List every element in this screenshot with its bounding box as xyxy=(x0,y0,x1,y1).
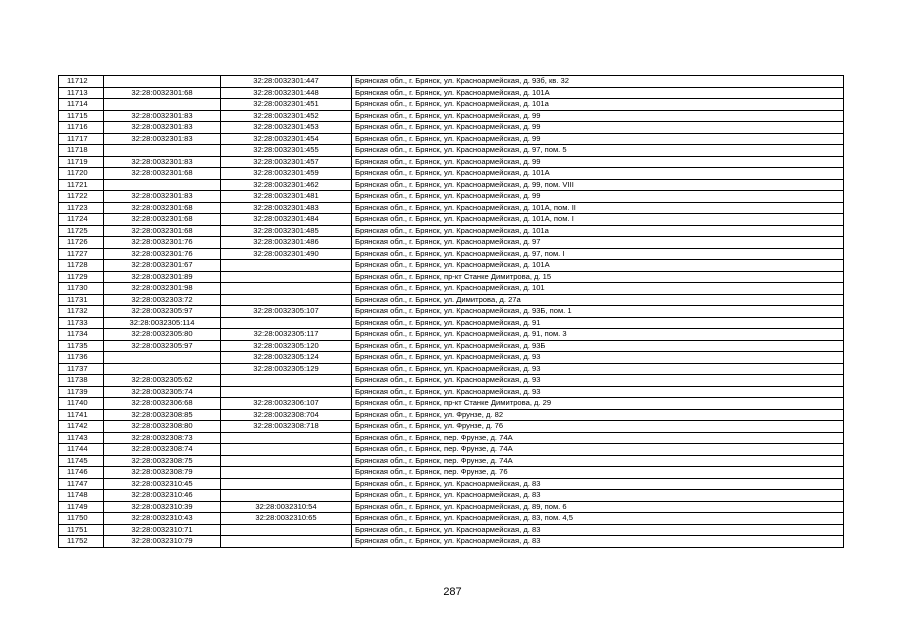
land-cadastral-number-cell: 32:28:0032310:39 xyxy=(104,501,221,513)
address-cell: Брянская обл., г. Брянск, ул. Красноармейская, д. 93Б xyxy=(352,340,844,352)
table-row xyxy=(59,375,844,387)
object-cadastral-number-cell: 32:28:0032310:65 xyxy=(221,513,352,525)
table-row xyxy=(59,248,844,260)
address-cell: Брянская обл., г. Брянск, ул. Красноармейская, д. 99 xyxy=(352,191,844,203)
address-cell: Брянская обл., г. Брянск, ул. Красноармейская, д. 97 xyxy=(352,237,844,249)
object-cadastral-number-cell: 32:28:0032301:490 xyxy=(221,248,352,260)
table-row xyxy=(59,156,844,168)
table-row xyxy=(59,490,844,502)
object-cadastral-number-cell: 32:28:0032301:462 xyxy=(221,179,352,191)
table-row xyxy=(59,478,844,490)
row-number-cell: 11715 xyxy=(59,110,104,122)
address-cell: Брянская обл., г. Брянск, ул. Фрунзе, д. 82 xyxy=(352,409,844,421)
table-row xyxy=(59,168,844,180)
object-cadastral-number-cell: 32:28:0032305:120 xyxy=(221,340,352,352)
table-row xyxy=(59,501,844,513)
land-cadastral-number-cell: 32:28:0032305:97 xyxy=(104,340,221,352)
object-cadastral-number-cell: 32:28:0032301:483 xyxy=(221,202,352,214)
table-row xyxy=(59,432,844,444)
page-number: 287 xyxy=(443,586,462,598)
address-cell: Брянская обл., г. Брянск, ул. Красноармейская, д. 83 xyxy=(352,490,844,502)
row-number-cell: 11736 xyxy=(59,352,104,364)
land-cadastral-number-cell: 32:28:0032305:62 xyxy=(104,375,221,387)
row-number-cell: 11718 xyxy=(59,145,104,157)
table-row xyxy=(59,237,844,249)
table-row xyxy=(59,294,844,306)
land-cadastral-number-cell: 32:28:0032301:89 xyxy=(104,271,221,283)
land-cadastral-number-cell: 32:28:0032310:46 xyxy=(104,490,221,502)
table-row xyxy=(59,467,844,479)
land-cadastral-number-cell: 32:28:0032305:74 xyxy=(104,386,221,398)
address-cell: Брянская обл., г. Брянск, ул. Красноармейская, д. 97, пом. I xyxy=(352,248,844,260)
land-cadastral-number-cell xyxy=(104,145,221,157)
land-cadastral-number-cell: 32:28:0032305:114 xyxy=(104,317,221,329)
object-cadastral-number-cell: 32:28:0032301:448 xyxy=(221,87,352,99)
address-cell: Брянская обл., г. Брянск, пер. Фрунзе, д. 74А xyxy=(352,455,844,467)
table-row xyxy=(59,317,844,329)
registry-table-body xyxy=(59,76,844,548)
address-cell: Брянская обл., г. Брянск, ул. Красноармейская, д. 93 xyxy=(352,352,844,364)
address-cell: Брянская обл., г. Брянск, ул. Красноармейская, д. 101А, пом. II xyxy=(352,202,844,214)
row-number-cell: 11744 xyxy=(59,444,104,456)
land-cadastral-number-cell: 32:28:0032301:76 xyxy=(104,248,221,260)
object-cadastral-number-cell: 32:28:0032308:704 xyxy=(221,409,352,421)
object-cadastral-number-cell: 32:28:0032301:451 xyxy=(221,99,352,111)
object-cadastral-number-cell: 32:28:0032305:124 xyxy=(221,352,352,364)
object-cadastral-number-cell xyxy=(221,455,352,467)
object-cadastral-number-cell: 32:28:0032301:485 xyxy=(221,225,352,237)
row-number-cell: 11712 xyxy=(59,76,104,88)
object-cadastral-number-cell: 32:28:0032308:718 xyxy=(221,421,352,433)
land-cadastral-number-cell: 32:28:0032310:79 xyxy=(104,536,221,548)
row-number-cell: 11722 xyxy=(59,191,104,203)
land-cadastral-number-cell: 32:28:0032310:43 xyxy=(104,513,221,525)
row-number-cell: 11751 xyxy=(59,524,104,536)
object-cadastral-number-cell: 32:28:0032301:455 xyxy=(221,145,352,157)
row-number-cell: 11721 xyxy=(59,179,104,191)
address-cell: Брянская обл., г. Брянск, ул. Красноармейская, д. 101 xyxy=(352,283,844,295)
table-row xyxy=(59,513,844,525)
object-cadastral-number-cell: 32:28:0032301:452 xyxy=(221,110,352,122)
object-cadastral-number-cell xyxy=(221,386,352,398)
table-row xyxy=(59,133,844,145)
object-cadastral-number-cell xyxy=(221,536,352,548)
object-cadastral-number-cell xyxy=(221,432,352,444)
address-cell: Брянская обл., г. Брянск, ул. Красноармейская, д. 93 xyxy=(352,363,844,375)
table-row xyxy=(59,271,844,283)
address-cell: Брянская обл., г. Брянск, ул. Красноармейская, д. 99 xyxy=(352,156,844,168)
table-row xyxy=(59,87,844,99)
row-number-cell: 11740 xyxy=(59,398,104,410)
land-cadastral-number-cell: 32:28:0032301:83 xyxy=(104,110,221,122)
address-cell: Брянская обл., г. Брянск, ул. Красноармейская, д. 99 xyxy=(352,110,844,122)
row-number-cell: 11719 xyxy=(59,156,104,168)
table-row xyxy=(59,179,844,191)
address-cell: Брянская обл., г. Брянск, ул. Красноармейская, д. 83 xyxy=(352,478,844,490)
row-number-cell: 11713 xyxy=(59,87,104,99)
object-cadastral-number-cell xyxy=(221,490,352,502)
address-cell: Брянская обл., г. Брянск, пр-кт Станке Димитрова, д. 29 xyxy=(352,398,844,410)
land-cadastral-number-cell: 32:28:0032310:71 xyxy=(104,524,221,536)
row-number-cell: 11723 xyxy=(59,202,104,214)
row-number-cell: 11747 xyxy=(59,478,104,490)
object-cadastral-number-cell xyxy=(221,271,352,283)
row-number-cell: 11737 xyxy=(59,363,104,375)
row-number-cell: 11732 xyxy=(59,306,104,318)
land-cadastral-number-cell xyxy=(104,99,221,111)
table-row xyxy=(59,306,844,318)
address-cell: Брянская обл., г. Брянск, ул. Красноармейская, д. 93Б, пом. 1 xyxy=(352,306,844,318)
row-number-cell: 11733 xyxy=(59,317,104,329)
object-cadastral-number-cell xyxy=(221,294,352,306)
row-number-cell: 11727 xyxy=(59,248,104,260)
address-cell: Брянская обл., г. Брянск, ул. Красноармейская, д. 93 xyxy=(352,386,844,398)
registry-table xyxy=(58,75,844,548)
address-cell: Брянская обл., г. Брянск, пер. Фрунзе, д. 76 xyxy=(352,467,844,479)
row-number-cell: 11743 xyxy=(59,432,104,444)
table-row xyxy=(59,421,844,433)
row-number-cell: 11726 xyxy=(59,237,104,249)
object-cadastral-number-cell xyxy=(221,524,352,536)
address-cell: Брянская обл., г. Брянск, ул. Красноармейская, д. 91, пом. 3 xyxy=(352,329,844,341)
object-cadastral-number-cell: 32:28:0032301:481 xyxy=(221,191,352,203)
address-cell: Брянская обл., г. Брянск, ул. Красноармейская, д. 101а xyxy=(352,99,844,111)
land-cadastral-number-cell: 32:28:0032301:68 xyxy=(104,225,221,237)
table-row xyxy=(59,329,844,341)
address-cell: Брянская обл., г. Брянск, ул. Фрунзе, д. 76 xyxy=(352,421,844,433)
land-cadastral-number-cell: 32:28:0032308:75 xyxy=(104,455,221,467)
land-cadastral-number-cell: 32:28:0032301:83 xyxy=(104,156,221,168)
land-cadastral-number-cell: 32:28:0032305:97 xyxy=(104,306,221,318)
address-cell: Брянская обл., г. Брянск, ул. Красноармейская, д. 99 xyxy=(352,122,844,134)
row-number-cell: 11725 xyxy=(59,225,104,237)
address-cell: Брянская обл., г. Брянск, ул. Красноармейская, д. 101А, пом. I xyxy=(352,214,844,226)
land-cadastral-number-cell: 32:28:0032310:45 xyxy=(104,478,221,490)
land-cadastral-number-cell: 32:28:0032301:83 xyxy=(104,191,221,203)
address-cell: Брянская обл., г. Брянск, ул. Красноармейская, д. 101А xyxy=(352,168,844,180)
address-cell: Брянская обл., г. Брянск, ул. Красноармейская, д. 83 xyxy=(352,536,844,548)
object-cadastral-number-cell xyxy=(221,467,352,479)
address-cell: Брянская обл., г. Брянск, ул. Красноармейская, д. 93 xyxy=(352,375,844,387)
row-number-cell: 11752 xyxy=(59,536,104,548)
table-row xyxy=(59,191,844,203)
object-cadastral-number-cell: 32:28:0032301:459 xyxy=(221,168,352,180)
row-number-cell: 11746 xyxy=(59,467,104,479)
object-cadastral-number-cell xyxy=(221,317,352,329)
object-cadastral-number-cell: 32:28:0032301:484 xyxy=(221,214,352,226)
land-cadastral-number-cell: 32:28:0032301:67 xyxy=(104,260,221,272)
land-cadastral-number-cell: 32:28:0032308:80 xyxy=(104,421,221,433)
object-cadastral-number-cell xyxy=(221,375,352,387)
row-number-cell: 11738 xyxy=(59,375,104,387)
land-cadastral-number-cell: 32:28:0032306:68 xyxy=(104,398,221,410)
row-number-cell: 11745 xyxy=(59,455,104,467)
object-cadastral-number-cell: 32:28:0032305:107 xyxy=(221,306,352,318)
table-row xyxy=(59,110,844,122)
table-row xyxy=(59,76,844,88)
land-cadastral-number-cell: 32:28:0032301:98 xyxy=(104,283,221,295)
table-row xyxy=(59,340,844,352)
address-cell: Брянская обл., г. Брянск, ул. Красноармейская, д. 101А xyxy=(352,260,844,272)
land-cadastral-number-cell: 32:28:0032308:73 xyxy=(104,432,221,444)
table-row xyxy=(59,260,844,272)
address-cell: Брянская обл., г. Брянск, ул. Красноармейская, д. 101А xyxy=(352,87,844,99)
table-row xyxy=(59,145,844,157)
table-row xyxy=(59,99,844,111)
land-cadastral-number-cell xyxy=(104,76,221,88)
land-cadastral-number-cell: 32:28:0032308:85 xyxy=(104,409,221,421)
object-cadastral-number-cell: 32:28:0032301:453 xyxy=(221,122,352,134)
table-row xyxy=(59,536,844,548)
table-row xyxy=(59,398,844,410)
address-cell: Брянская обл., г. Брянск, ул. Красноармейская, д. 99, пом. VIII xyxy=(352,179,844,191)
address-cell: Брянская обл., г. Брянск, ул. Красноармейская, д. 101а xyxy=(352,225,844,237)
land-cadastral-number-cell xyxy=(104,352,221,364)
row-number-cell: 11716 xyxy=(59,122,104,134)
table-row xyxy=(59,214,844,226)
row-number-cell: 11750 xyxy=(59,513,104,525)
row-number-cell: 11720 xyxy=(59,168,104,180)
land-cadastral-number-cell: 32:28:0032301:83 xyxy=(104,133,221,145)
land-cadastral-number-cell: 32:28:0032301:68 xyxy=(104,87,221,99)
object-cadastral-number-cell xyxy=(221,478,352,490)
land-cadastral-number-cell: 32:28:0032308:74 xyxy=(104,444,221,456)
address-cell: Брянская обл., г. Брянск, ул. Красноармейская, д. 83 xyxy=(352,524,844,536)
object-cadastral-number-cell xyxy=(221,260,352,272)
address-cell: Брянская обл., г. Брянск, пер. Фрунзе, д. 74А xyxy=(352,444,844,456)
row-number-cell: 11731 xyxy=(59,294,104,306)
row-number-cell: 11741 xyxy=(59,409,104,421)
land-cadastral-number-cell: 32:28:0032301:68 xyxy=(104,214,221,226)
address-cell: Брянская обл., г. Брянск, ул. Красноармейская, д. 91 xyxy=(352,317,844,329)
object-cadastral-number-cell: 32:28:0032305:129 xyxy=(221,363,352,375)
row-number-cell: 11739 xyxy=(59,386,104,398)
address-cell: Брянская обл., г. Брянск, ул. Красноармейская, д. 99 xyxy=(352,133,844,145)
table-row xyxy=(59,409,844,421)
table-row xyxy=(59,202,844,214)
row-number-cell: 11717 xyxy=(59,133,104,145)
object-cadastral-number-cell: 32:28:0032306:107 xyxy=(221,398,352,410)
land-cadastral-number-cell: 32:28:0032301:68 xyxy=(104,202,221,214)
land-cadastral-number-cell: 32:28:0032301:76 xyxy=(104,237,221,249)
address-cell: Брянская обл., г. Брянск, ул. Красноармейская, д. 97, пом. 5 xyxy=(352,145,844,157)
land-cadastral-number-cell: 32:28:0032301:68 xyxy=(104,168,221,180)
land-cadastral-number-cell: 32:28:0032303:72 xyxy=(104,294,221,306)
object-cadastral-number-cell xyxy=(221,283,352,295)
address-cell: Брянская обл., г. Брянск, ул. Красноармейская, д. 93б, кв. 32 xyxy=(352,76,844,88)
row-number-cell: 11735 xyxy=(59,340,104,352)
land-cadastral-number-cell xyxy=(104,363,221,375)
object-cadastral-number-cell xyxy=(221,444,352,456)
row-number-cell: 11742 xyxy=(59,421,104,433)
row-number-cell: 11734 xyxy=(59,329,104,341)
address-cell: Брянская обл., г. Брянск, пер. Фрунзе, д. 74А xyxy=(352,432,844,444)
table-row xyxy=(59,283,844,295)
object-cadastral-number-cell: 32:28:0032301:454 xyxy=(221,133,352,145)
address-cell: Брянская обл., г. Брянск, пр-кт Станке Димитрова, д. 15 xyxy=(352,271,844,283)
object-cadastral-number-cell: 32:28:0032301:447 xyxy=(221,76,352,88)
address-cell: Брянская обл., г. Брянск, ул. Красноармейская, д. 89, пом. 6 xyxy=(352,501,844,513)
row-number-cell: 11730 xyxy=(59,283,104,295)
table-row xyxy=(59,524,844,536)
land-cadastral-number-cell: 32:28:0032305:80 xyxy=(104,329,221,341)
address-cell: Брянская обл., г. Брянск, ул. Красноармейская, д. 83, пом. 4,5 xyxy=(352,513,844,525)
row-number-cell: 11729 xyxy=(59,271,104,283)
row-number-cell: 11714 xyxy=(59,99,104,111)
object-cadastral-number-cell: 32:28:0032310:54 xyxy=(221,501,352,513)
table-row xyxy=(59,225,844,237)
table-row xyxy=(59,386,844,398)
land-cadastral-number-cell: 32:28:0032308:79 xyxy=(104,467,221,479)
land-cadastral-number-cell: 32:28:0032301:83 xyxy=(104,122,221,134)
table-row xyxy=(59,352,844,364)
row-number-cell: 11749 xyxy=(59,501,104,513)
row-number-cell: 11748 xyxy=(59,490,104,502)
table-row xyxy=(59,444,844,456)
row-number-cell: 11724 xyxy=(59,214,104,226)
table-row xyxy=(59,455,844,467)
table-row xyxy=(59,363,844,375)
table-row xyxy=(59,122,844,134)
address-cell: Брянская обл., г. Брянск, ул. Димитрова, д. 27а xyxy=(352,294,844,306)
object-cadastral-number-cell: 32:28:0032301:486 xyxy=(221,237,352,249)
row-number-cell: 11728 xyxy=(59,260,104,272)
object-cadastral-number-cell: 32:28:0032305:117 xyxy=(221,329,352,341)
object-cadastral-number-cell: 32:28:0032301:457 xyxy=(221,156,352,168)
land-cadastral-number-cell xyxy=(104,179,221,191)
